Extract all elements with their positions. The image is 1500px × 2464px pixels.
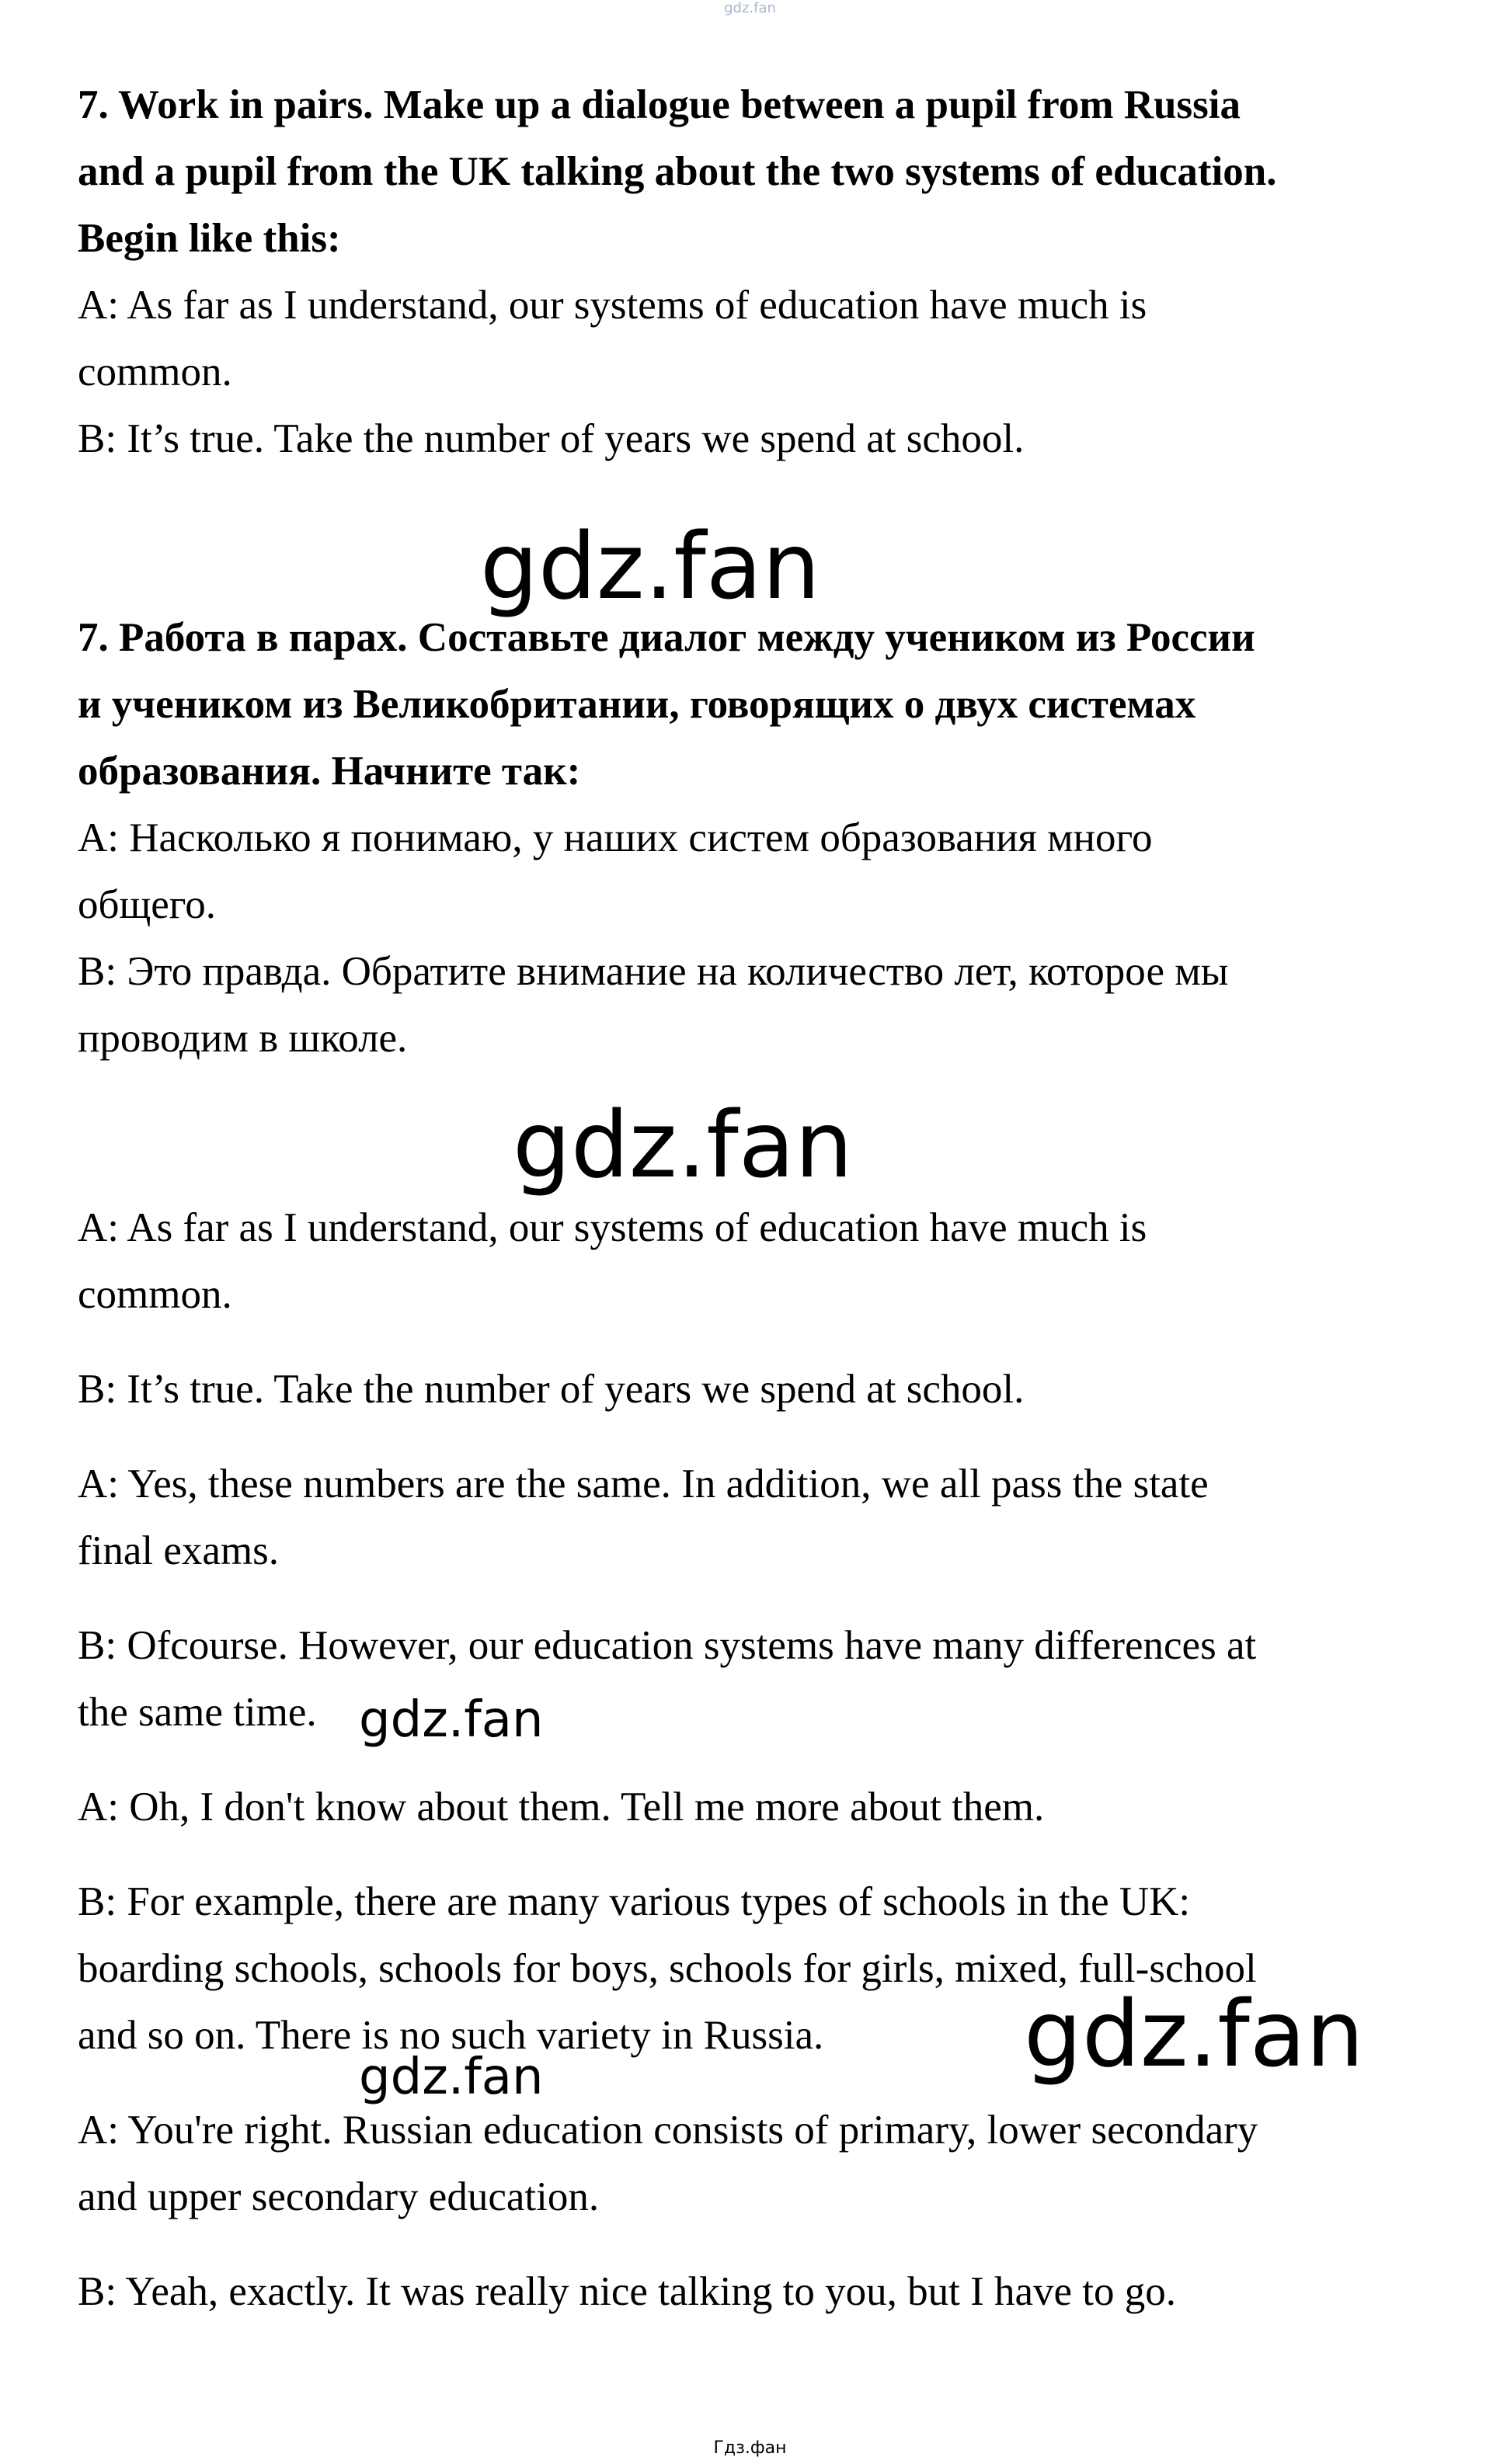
dialogue-line: B: Yeah, exactly. It was really nice talking to you, but I have to go. — [78, 2269, 1176, 2314]
task-ru-example-line-2: общего. — [78, 882, 216, 927]
task-ru-example-line-1: А: Насколько я понимаю, у наших систем образования много — [78, 815, 1153, 860]
header-watermark: gdz.fan — [724, 0, 776, 16]
dialogue-line: and upper secondary education. — [78, 2174, 600, 2219]
watermark: gdz.fan — [513, 1091, 853, 1198]
dialogue-line: B: For example, there are many various types of schools in the UK: — [78, 1879, 1191, 1924]
task-ru-line-3: образования. Начните так: — [78, 749, 581, 794]
dialogue-line: final exams. — [78, 1528, 280, 1573]
dialogue-line: common. — [78, 1272, 232, 1317]
dialogue-line: A: You're right. Russian education consists of primary, lower secondary — [78, 2108, 1258, 2153]
dialogue-line: A: As far as I understand, our systems of education have much is — [78, 1205, 1147, 1250]
watermark: gdz.fan — [1024, 1980, 1364, 2087]
watermark: gdz.fan — [480, 513, 820, 620]
dialogue-line: A: Yes, these numbers are the same. In addition, we all pass the state — [78, 1461, 1209, 1507]
task-en-line-2: and a pupil from the UK talking about the two systems of education. — [78, 149, 1277, 194]
task-ru-line-1: 7. Работа в парах. Составьте диалог между учеником из России — [78, 615, 1255, 660]
watermark: gdz.fan — [359, 2049, 544, 2106]
task-ru-line-2: и учеником из Великобритании, говорящих о двух системах — [78, 682, 1196, 727]
task-en-example-line-1: A: As far as I understand, our systems of education have much is — [78, 283, 1147, 328]
task-en-line-1: 7. Work in pairs. Make up a dialogue between a pupil from Russia — [78, 82, 1241, 127]
dialogue-line: B: Ofcourse. However, our education systems have many differences at — [78, 1623, 1257, 1668]
task-ru-example-line-3: В: Это правда. Обратите внимание на количество лет, которое мы — [78, 949, 1229, 994]
dialogue-line: B: It’s true. Take the number of years we spend at school. — [78, 1367, 1025, 1412]
dialogue-line: the same time. — [78, 1690, 317, 1735]
footer-text: Гдз.фан — [713, 2438, 787, 2458]
task-en-example-line-2: common. — [78, 349, 232, 394]
dialogue-line: A: Oh, I don't know about them. Tell me more about them. — [78, 1785, 1045, 1830]
dialogue-line: and so on. There is no such variety in Russia. — [78, 2013, 824, 2058]
task-en-example-line-3: B: It’s true. Take the number of years we spend at school. — [78, 416, 1025, 461]
task-ru-example-line-4: проводим в школе. — [78, 1016, 408, 1061]
task-en-line-3: Begin like this: — [78, 216, 341, 261]
watermark: gdz.fan — [359, 1691, 544, 1749]
dialogue-line: boarding schools, schools for boys, schools for girls, mixed, full-school — [78, 1946, 1257, 1991]
